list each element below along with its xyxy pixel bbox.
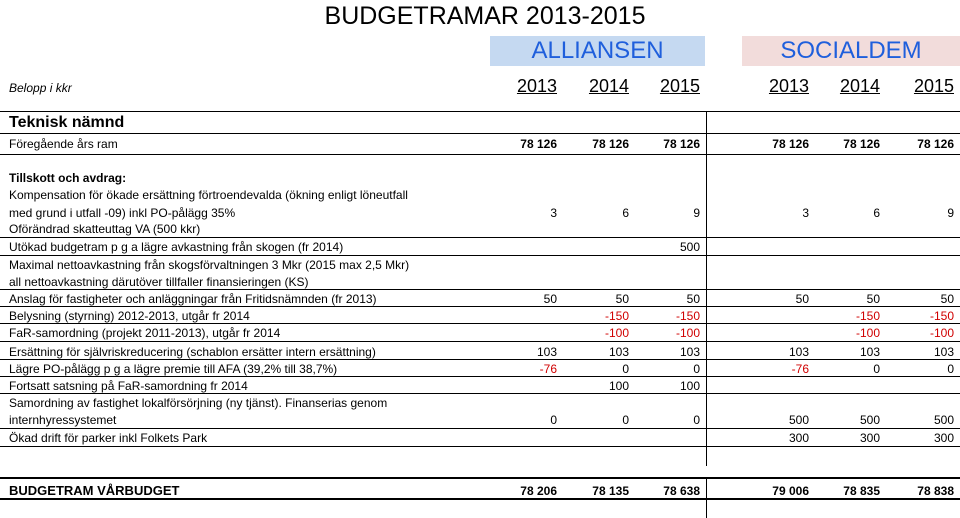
divider: [0, 111, 960, 112]
year-header: 2014: [839, 76, 880, 96]
cell-value: 78 126: [917, 137, 954, 151]
cell-value: -100: [855, 326, 880, 340]
cell-value: -150: [675, 309, 700, 323]
divider: [0, 428, 960, 429]
row-label: internhyressystemet: [9, 413, 117, 427]
group-header-socialdem: SOCIALDEM: [742, 36, 960, 66]
cell-value: 3: [550, 206, 557, 220]
year-header: 2015: [913, 76, 954, 96]
cell-value: 300: [933, 431, 954, 445]
cell-value: 0: [622, 413, 629, 427]
row-label: Kompensation för ökade ersättning förtroendevalda (ökning enligt löneutfall: [9, 188, 408, 202]
row-label: Anslag för fastigheter och anläggningar från Fritidsnämnden (fr 2013): [9, 292, 377, 306]
cell-value: 100: [679, 379, 700, 393]
row-label: Utökad budgetram p g a lägre avkastning från skogen (fr 2014): [9, 240, 344, 254]
cell-value: 50: [866, 292, 880, 306]
cell-value: -150: [929, 309, 954, 323]
divider: [0, 323, 960, 324]
cell-value: 103: [608, 345, 629, 359]
cell-value: 78 126: [663, 137, 700, 151]
year-header: 2013: [516, 76, 557, 96]
row-label: Maximal nettoavkastning från skogsförvaltningen 3 Mkr (2015 max 2,5 Mkr): [9, 258, 410, 272]
section-title: Teknisk nämnd: [9, 114, 125, 131]
cell-value: 0: [693, 413, 700, 427]
divider: [0, 393, 960, 394]
row-label: Tillskott och avdrag:: [9, 171, 127, 185]
cell-value: 6: [622, 206, 629, 220]
cell-value: 50: [615, 292, 629, 306]
cell-value: 78 126: [520, 137, 557, 151]
year-header: 2013: [768, 76, 809, 96]
cell-value: 103: [933, 345, 954, 359]
group-header-alliansen: ALLIANSEN: [490, 36, 705, 66]
divider: [0, 237, 960, 238]
cell-value: 500: [859, 413, 880, 427]
divider: [0, 154, 960, 155]
cell-value: 0: [873, 362, 880, 376]
divider: [0, 255, 960, 256]
cell-value: 78 126: [592, 137, 629, 151]
cell-value: 50: [543, 292, 557, 306]
cell-value: 9: [693, 206, 700, 220]
divider: [0, 359, 960, 360]
row-label: FaR-samordning (projekt 2011-2013), utgår fr 2014: [9, 326, 281, 340]
cell-value: 50: [940, 292, 954, 306]
cell-value: -76: [539, 362, 557, 376]
year-header: 2015: [659, 76, 700, 96]
year-header: 2014: [588, 76, 629, 96]
cell-value: 0: [693, 362, 700, 376]
row-label: Lägre PO-pålägg p g a lägre premie till AFA (39,2% till 38,7%): [9, 362, 338, 376]
row-label: med grund i utfall -09) inkl PO-pålägg 35%: [9, 206, 236, 220]
cell-value: 103: [536, 345, 557, 359]
divider: [0, 477, 960, 479]
divider: [0, 498, 960, 500]
total-label: BUDGETRAM VÅRBUDGET: [9, 483, 180, 498]
row-label: Ökad drift för parker inkl Folkets Park: [9, 431, 208, 445]
cell-value: 103: [788, 345, 809, 359]
cell-value: -100: [675, 326, 700, 340]
cell-value: 300: [859, 431, 880, 445]
row-label: Oförändrad skatteuttag VA (500 kkr): [9, 222, 201, 236]
divider: [0, 341, 960, 342]
row-label: all nettoavkastning därutöver tillfaller finansieringen (KS): [9, 275, 309, 289]
cell-value: -100: [604, 326, 629, 340]
cell-value: 0: [947, 362, 954, 376]
cell-value: 78 126: [772, 137, 809, 151]
cell-value: 6: [873, 206, 880, 220]
cell-value: -150: [855, 309, 880, 323]
cell-value: 500: [679, 240, 700, 254]
page-title: BUDGETRAMAR 2013-2015: [324, 2, 646, 30]
cell-value: -100: [929, 326, 954, 340]
total-value: 78 206: [520, 484, 557, 498]
cell-value: 78 126: [843, 137, 880, 151]
total-value: 79 006: [772, 484, 809, 498]
cell-value: -76: [791, 362, 809, 376]
row-label: Ersättning för självriskreducering (schablon ersätter intern ersättning): [9, 345, 376, 359]
cell-value: 500: [933, 413, 954, 427]
cell-value: 0: [622, 362, 629, 376]
cell-value: 3: [802, 206, 809, 220]
total-value: 78 638: [663, 484, 700, 498]
total-value: 78 838: [917, 484, 954, 498]
cell-value: 103: [859, 345, 880, 359]
row-label: Samordning av fastighet lokalförsörjning (ny tjänst). Finanserias genom: [9, 396, 388, 410]
cell-value: -150: [604, 309, 629, 323]
divider: [0, 306, 960, 307]
row-label: Fortsatt satsning på FaR-samordning fr 2014: [9, 379, 248, 393]
cell-value: 100: [608, 379, 629, 393]
cell-value: 500: [788, 413, 809, 427]
divider: [0, 289, 960, 290]
cell-value: 50: [795, 292, 809, 306]
cell-value: 9: [947, 206, 954, 220]
divider: [0, 446, 960, 447]
row-label: Belysning (styrning) 2012-2013, utgår fr 2014: [9, 309, 250, 323]
cell-value: 103: [679, 345, 700, 359]
cell-value: 50: [686, 292, 700, 306]
cell-value: 0: [550, 413, 557, 427]
unit-label: Belopp i kkr: [9, 81, 72, 95]
row-label: Föregående års ram: [9, 137, 118, 151]
total-value: 78 135: [592, 484, 629, 498]
divider: [0, 133, 960, 134]
cell-value: 300: [788, 431, 809, 445]
divider: [0, 376, 960, 377]
total-value: 78 835: [843, 484, 880, 498]
